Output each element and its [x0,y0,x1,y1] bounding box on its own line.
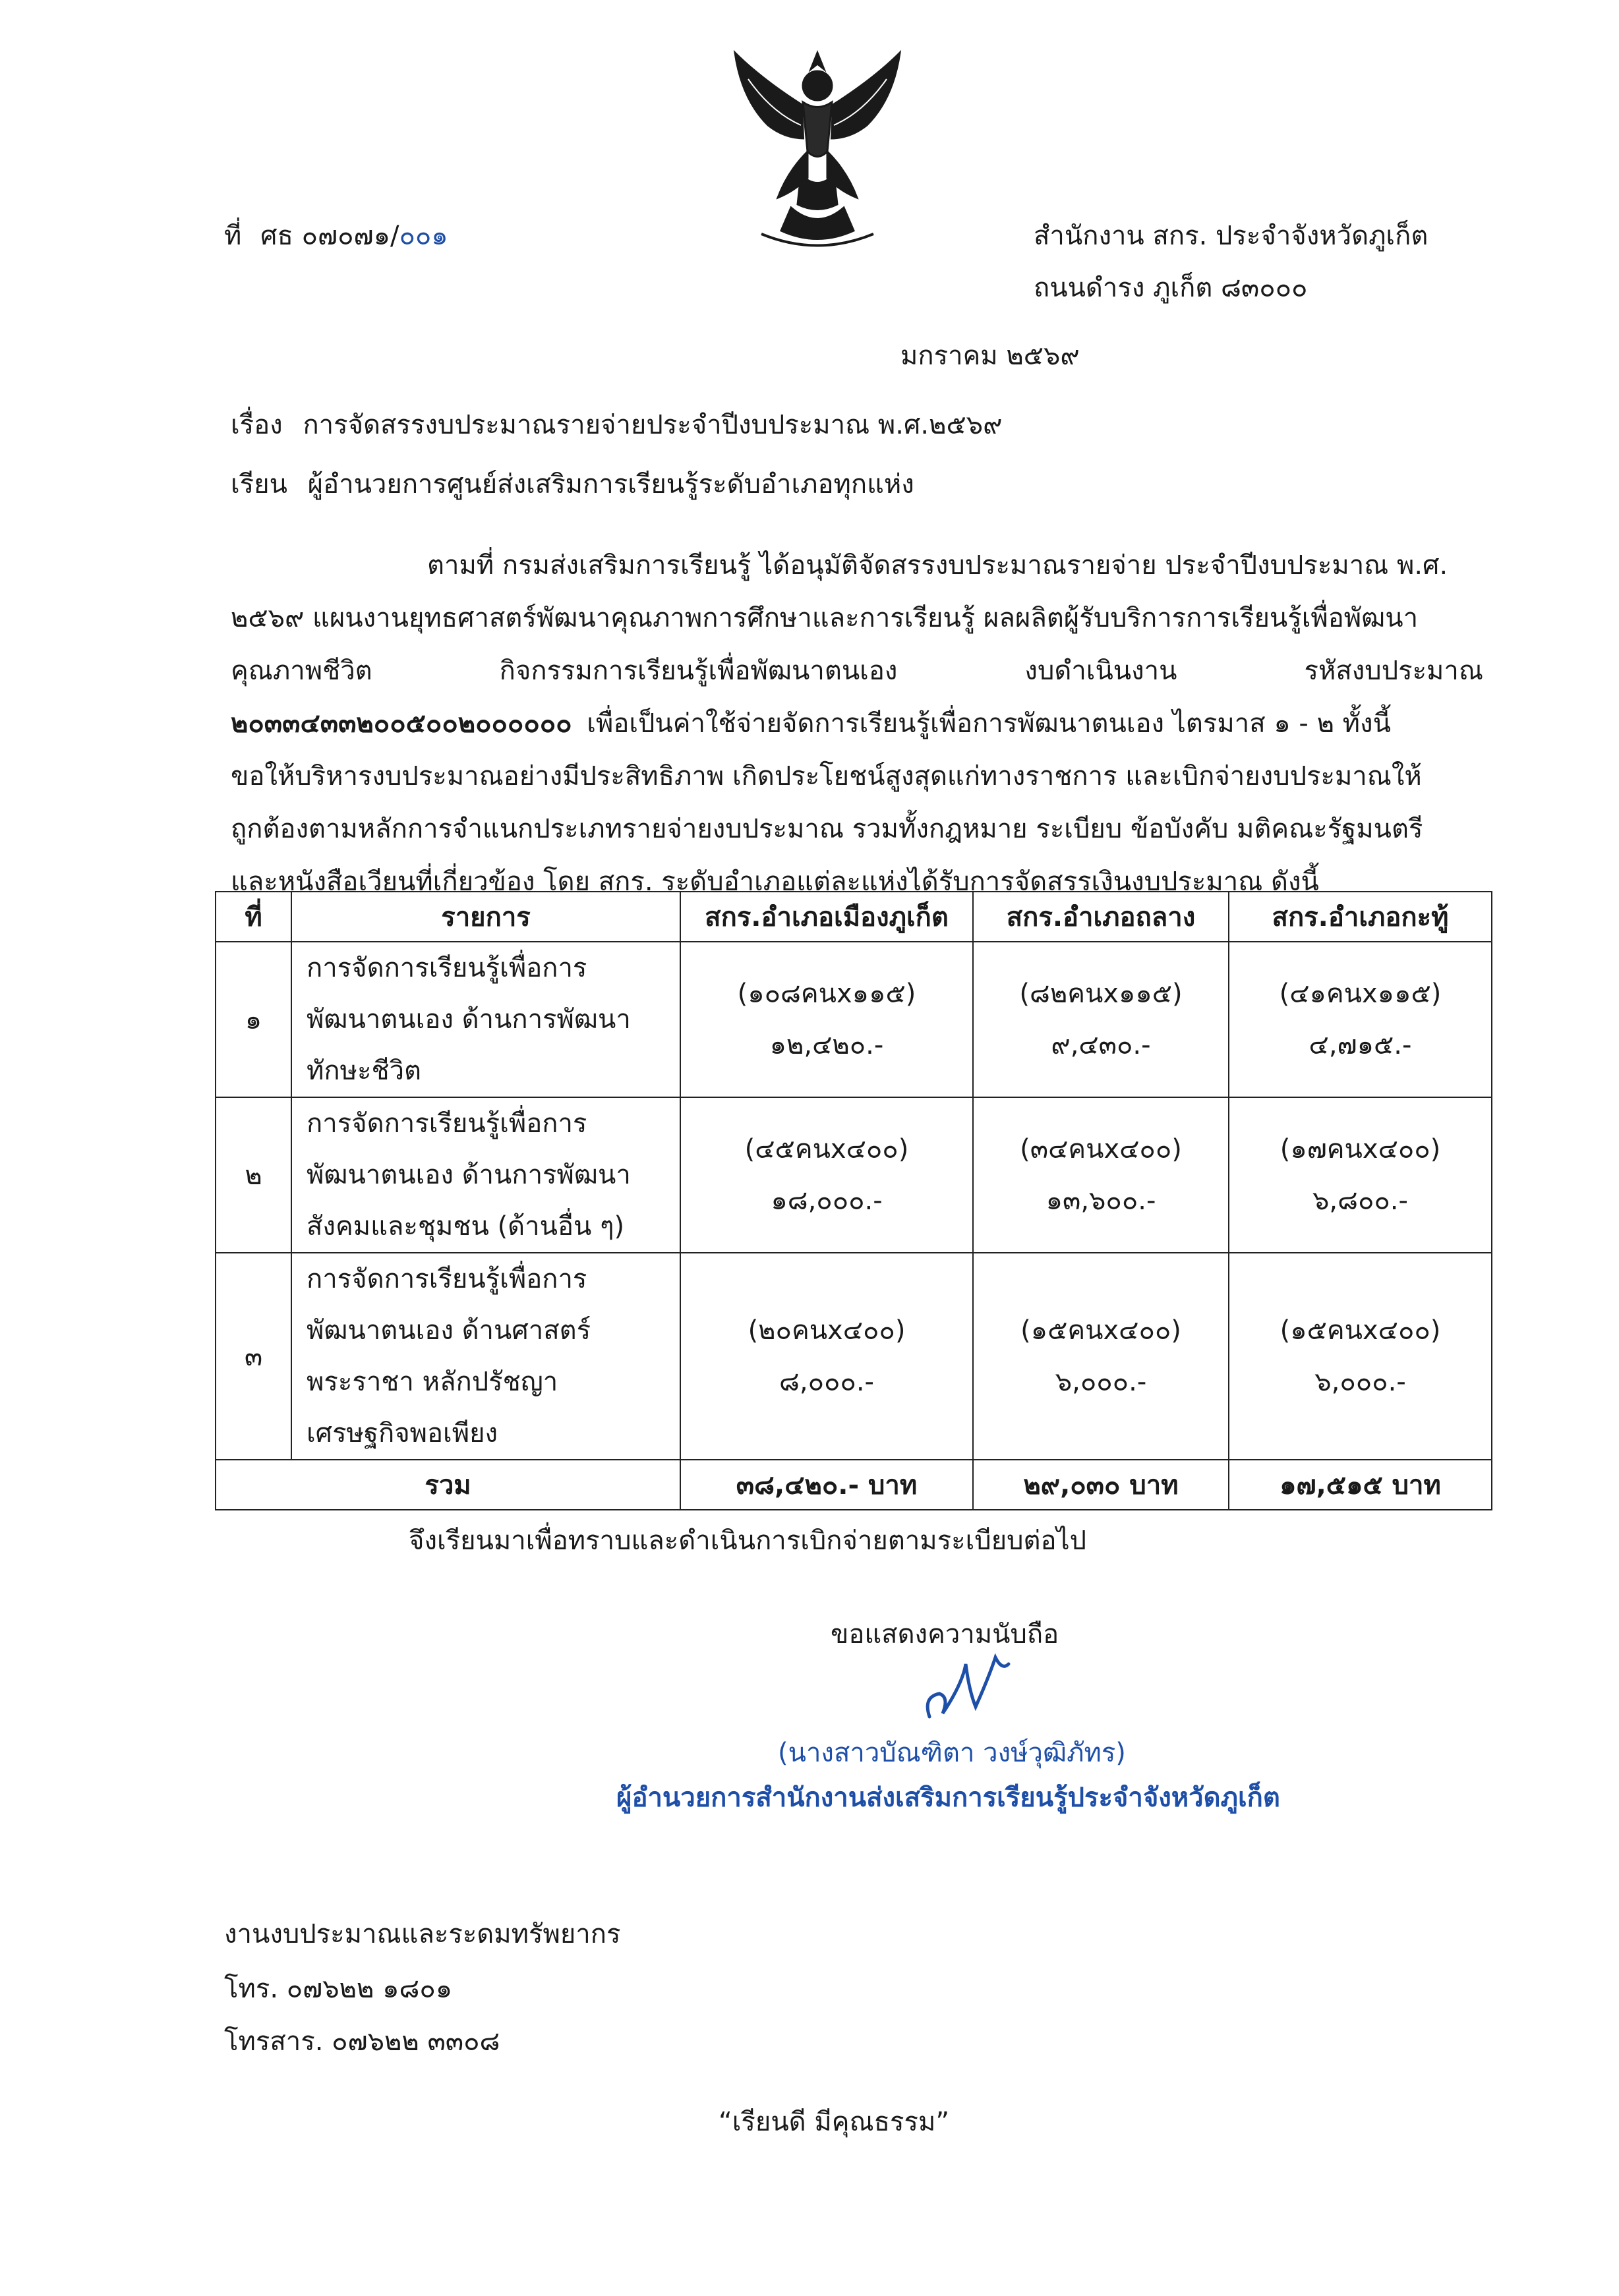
item-line: การจัดการเรียนรู้เพื่อการ [307,1108,587,1139]
header-no: ที่ [216,892,291,942]
total-kathu: ๑๗,๕๑๕ บาท [1229,1460,1492,1510]
amount: ๑๓,๖๐๐.- [1045,1186,1156,1216]
cell-thalang [973,1253,1229,1460]
calc: (๑๕คนx๔๐๐) [1020,1315,1181,1346]
item-line: พัฒนาตนเอง ด้านการพัฒนา [307,1004,631,1035]
closing-line: จึงเรียนมาเพื่อทราบและดำเนินการเบิกจ่ายตามระเบียบต่อไป [409,1526,1087,1556]
body-line-6: ถูกต้องตามหลักการจำแนกประเภทรายจ่ายงบประมาณ รวมทั้งกฎหมาย ระเบียบ ข้อบังคับ มติคณะรัฐมนตรี [231,814,1423,844]
office-name: สำนักงาน สกร. ประจำจังหวัดภูเก็ต [1034,221,1428,251]
table-header-row [216,892,1492,942]
subject-line [231,412,1002,438]
cell-kathu [1229,1253,1492,1460]
calc: (๑๐๘คนx๑๑๕) [737,979,916,1009]
body-line-4-text: เพื่อเป็นค่าใช้จ่ายจัดการเรียนรู้เพื่อการพัฒนาตนเอง ไตรมาส ๑ - ๒ ทั้งนี้ [587,708,1391,739]
table-total-row [216,1460,1492,1510]
calc: (๘๒คนx๑๑๕) [1019,979,1183,1009]
body-line-4 [231,702,1483,744]
reference-line [224,223,448,249]
regards-line: ขอแสดงความนับถือ [831,1619,1059,1650]
recipient-line [231,471,914,498]
item-line: พัฒนาตนเอง ด้านการพัฒนา [307,1160,631,1190]
recipient-text: ผู้อำนวยการศูนย์ส่งเสริมการเรียนรู้ระดับอำเภอทุกแห่ง [307,469,914,500]
amount: ๑๘,๐๐๐.- [771,1186,883,1216]
header-kathu: สกร.อำเภอกะทู้ [1229,892,1492,942]
body-line-7: และหนังสือเวียนที่เกี่ยวข้อง โดย สกร. ระดับอำเภอแต่ละแห่งได้รับการจัดสรรเงินงบประมาณ ดังนี้ [231,867,1319,897]
budget-code: ๒๐๓๓๔๓๓๒๐๐๕๐๐๒๐๐๐๐๐๐ [231,708,572,739]
cell-kathu [1229,1097,1492,1253]
amount: ๖,๐๐๐.- [1314,1367,1406,1397]
amount: ๘,๐๐๐.- [779,1367,874,1397]
body-line-2: ๒๕๖๙ แผนงานยุทธศาสตร์พัฒนาคุณภาพการศึกษาและการเรียนรู้ ผลผลิตผู้รับบริการการเรียนรู้เพื่อพัฒนา [231,603,1419,633]
signer-title: ผู้อำนวยการสำนักงานส่งเสริมการเรียนรู้ประจำจังหวัดภูเก็ต [616,1783,1280,1813]
calc: (๑๕คนx๔๐๐) [1280,1315,1441,1346]
row-no: ๓ [216,1253,291,1460]
item-line: สังคมและชุมชน (ด้านอื่น ๆ) [307,1211,625,1242]
header-mueang: สกร.อำเภอเมืองภูเก็ต [680,892,973,942]
cell-mueang [680,1253,973,1460]
amount: ๑๒,๔๒๐.- [769,1030,884,1060]
row-item [291,1097,680,1253]
body-line-1: ตามที่ กรมส่งเสริมการเรียนรู้ ได้อนุมัติจัดสรรงบประมาณรายจ่าย ประจำปีงบประมาณ พ.ศ. [427,550,1448,581]
total-label: รวม [216,1460,680,1510]
calc: (๒๐คนx๔๐๐) [748,1315,906,1346]
ref-number: ศธ ๐๗๐๗๑/ [260,221,399,251]
contact-fax: โทรสาร. ๐๗๖๒๒ ๓๓๐๘ [224,2026,500,2057]
table-row [216,1097,1492,1253]
contact-department: งานงบประมาณและระดมทรัพยากร [224,1919,621,1949]
item-line: พัฒนาตนเอง ด้านศาสตร์ [307,1315,591,1346]
cell-mueang [680,1097,973,1253]
table-row [216,1253,1492,1460]
item-line: การจัดการเรียนรู้เพื่อการ [307,1264,587,1294]
document-date: มกราคม ๒๕๖๙ [900,341,1080,371]
cell-thalang [973,942,1229,1097]
body-line-5: ขอให้บริหารงบประมาณอย่างมีประสิทธิภาพ เกิดประโยชน์สูงสุดแก่ทางราชการ และเบิกจ่ายงบประมาณให้ [231,761,1422,791]
row-item [291,1253,680,1460]
row-no: ๑ [216,942,291,1097]
item-line: ทักษะชีวิต [307,1056,422,1086]
total-thalang: ๒๙,๐๓๐ บาท [973,1460,1229,1510]
subject-label: เรื่อง [231,410,283,440]
contact-phone: โทร. ๐๗๖๒๒ ๑๘๐๑ [224,1974,453,2004]
amount: ๔,๗๑๕.- [1309,1030,1412,1060]
recipient-label: เรียน [231,469,287,500]
ref-label: ที่ [224,221,242,251]
calc: (๔๑คนx๑๑๕) [1279,979,1442,1009]
row-item [291,942,680,1097]
signer-name: (นางสาวบัณฑิตา วงษ์วุฒิภัทร) [778,1738,1126,1768]
signature-scribble [903,1644,1035,1743]
amount: ๖,๘๐๐.- [1312,1186,1408,1216]
header-item: รายการ [291,892,680,942]
item-line: การจัดการเรียนรู้เพื่อการ [307,953,587,983]
calc: (๑๗คนx๔๐๐) [1280,1134,1441,1164]
amount: ๖,๐๐๐.- [1055,1367,1147,1397]
total-mueang: ๓๘,๔๒๐.- บาท [680,1460,973,1510]
ref-suffix: ๐๐๑ [399,221,448,251]
cell-mueang [680,942,973,1097]
calc: (๓๔คนx๔๐๐) [1020,1134,1182,1164]
calc: (๔๕คนx๔๐๐) [744,1134,909,1164]
amount: ๙,๔๓๐.- [1051,1030,1151,1060]
cell-thalang [973,1097,1229,1253]
item-line: เศรษฐกิจพอเพียง [307,1418,498,1449]
office-address: ถนนดำรง ภูเก็ต ๘๓๐๐๐ [1034,273,1308,303]
cell-kathu [1229,942,1492,1097]
motto: “เรียนดี มีคุณธรรม” [719,2107,950,2137]
garuda-emblem [722,40,913,257]
row-no: ๒ [216,1097,291,1253]
budget-allocation-table [215,891,1492,1510]
subject-text: การจัดสรรงบประมาณรายจ่ายประจำปีงบประมาณ พ.ศ.๒๕๖๙ [303,410,1003,440]
header-thalang: สกร.อำเภอถลาง [973,892,1229,942]
body-line-3: คุณภาพชีวิต กิจกรรมการเรียนรู้เพื่อพัฒนาตนเอง งบดำเนินงาน รหัสงบประมาณ [231,656,1483,686]
table-row [216,942,1492,1097]
item-line: พระราชา หลักปรัชญา [307,1367,558,1397]
